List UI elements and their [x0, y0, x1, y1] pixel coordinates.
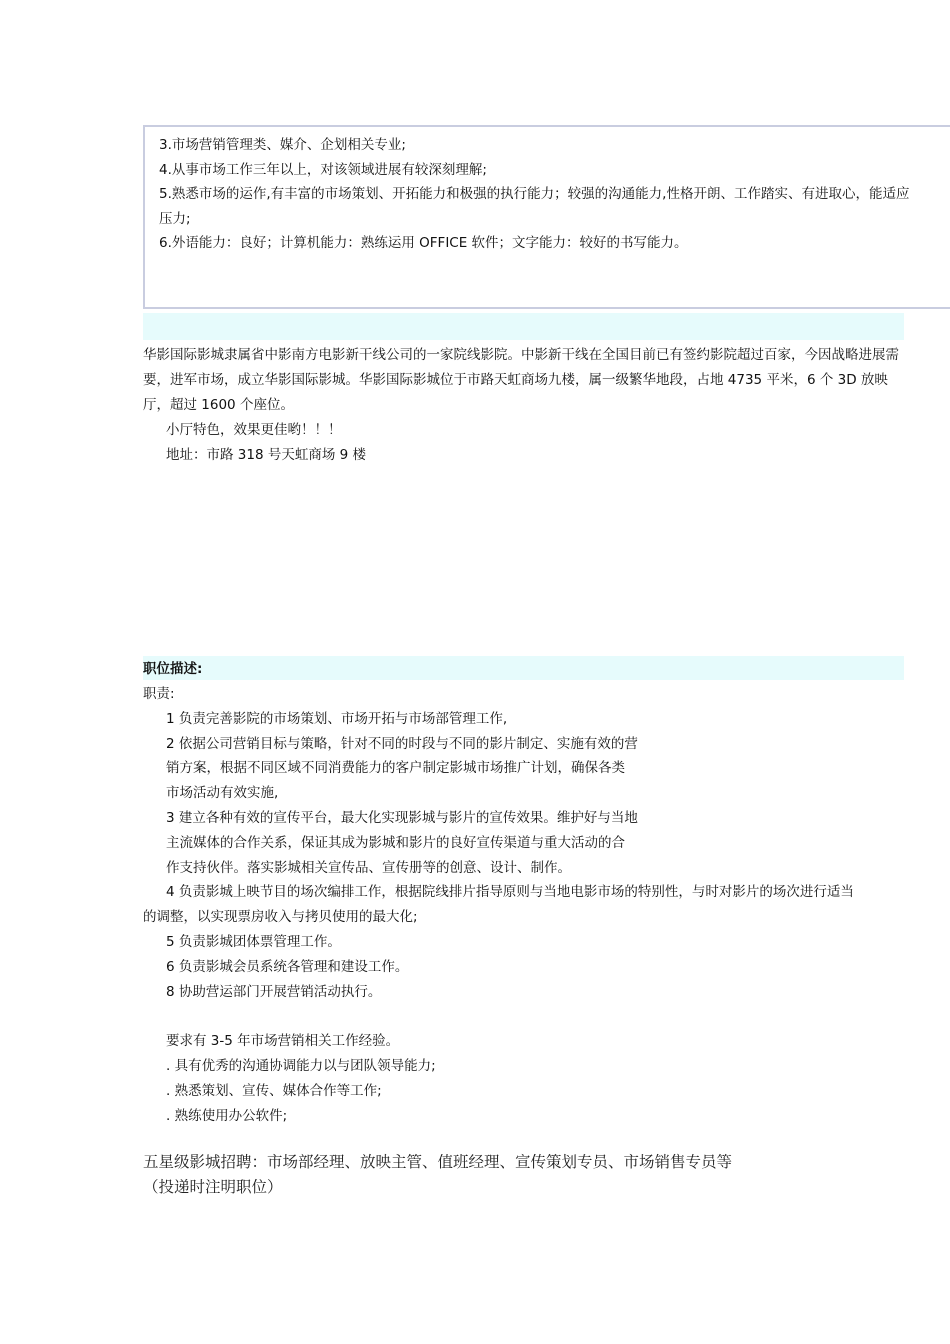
- intro-feature: 小厅特色，效果更佳哟！！！: [166, 422, 342, 438]
- duty-line: 作支持伙伴。落实影城相关宣传品、宣传册等的创意、设计、制作。: [166, 859, 571, 876]
- intro-address: 地址：市路 318 号天虹商场 9 楼: [166, 447, 367, 463]
- duty-line: 8 协助营运部门开展营销活动执行。: [166, 983, 382, 1000]
- requirement-item: . 熟悉策划、宣传、媒体合作等工作;: [166, 1082, 382, 1099]
- requirements-label: 要求有 3-5 年市场营销相关工作经验。: [166, 1033, 400, 1050]
- position-title: 职位描述:: [143, 661, 203, 677]
- duty-line: 2 依据公司营销目标与策略，针对不同的时段与不同的影片制定、实施有效的营: [166, 735, 638, 752]
- duty-line: 6 负责影城会员系统各管理和建设工作。: [166, 958, 409, 975]
- requirement-item: . 熟练使用办公软件;: [166, 1107, 288, 1124]
- requirement-line: 6.外语能力：良好；计算机能力：熟练运用 OFFICE 软件；文字能力：较好的书写能力。: [159, 235, 688, 251]
- requirement-line: 5.熟悉市场的运作,有丰富的市场策划、开拓能力和极强的执行能力；较强的沟通能力,性格开朗、工作踏实、有进取心，能适应: [159, 186, 910, 202]
- requirement-line: 压力;: [159, 210, 191, 227]
- highlight-band: [143, 313, 904, 340]
- duty-line: 3 建立各种有效的宣传平台，最大化实现影城与影片的宣传效果。维护好与当地: [166, 809, 638, 826]
- duty-line: 4 负责影城上映节目的场次编排工作，根据院线排片指导原则与当地电影市场的特别性，与时对影片的场次进行适当: [166, 884, 854, 901]
- duty-line: 的调整，以实现票房收入与拷贝使用的最大化;: [143, 909, 418, 926]
- cinema-intro: [143, 343, 907, 468]
- duty-line: 市场活动有效实施,: [166, 785, 279, 802]
- recruitment-notice: [143, 1150, 833, 1200]
- duty-line: 1 负责完善影院的市场策划、市场开拓与市场部管理工作,: [166, 710, 508, 727]
- duties-section: [143, 682, 907, 1128]
- duty-line: 销方案，根据不同区域不同消费能力的客户制定影城市场推广计划，确保各类: [166, 760, 625, 777]
- recruit-line: 五星级影城招聘：市场部经理、放映主管、值班经理、宣传策划专员、市场销售专员等: [143, 1153, 733, 1171]
- position-heading-band: [143, 656, 904, 680]
- requirements-box: [143, 125, 950, 309]
- intro-paragraph: 华影国际影城隶属省中影南方电影新干线公司的一家院线影院。中影新干线在全国目前已有签约影院超过百家，今因战略进展需要，进军市场，成立华影国际影城。华影国际影城位于市路天虹商场九楼，属一级繁华地段，占地 4735 平米，6 个 3D 放映厅，超过 1600 个座位。: [143, 347, 899, 413]
- duty-line: 主流媒体的合作关系，保证其成为影城和影片的良好宣传渠道与重大活动的合: [166, 834, 625, 851]
- requirement-item: . 具有优秀的沟通协调能力以与团队领导能力;: [166, 1057, 436, 1074]
- recruit-note: （投递时注明职位）: [143, 1178, 283, 1196]
- duty-line: 5 负责影城团体票管理工作。: [166, 933, 341, 950]
- spacer: [143, 1004, 907, 1029]
- requirement-line: 3.市场营销管理类、媒介、企划相关专业;: [159, 137, 406, 153]
- requirement-line: 4.从事市场工作三年以上，对该领域进展有较深刻理解;: [159, 161, 487, 178]
- duties-label: 职责:: [143, 686, 175, 702]
